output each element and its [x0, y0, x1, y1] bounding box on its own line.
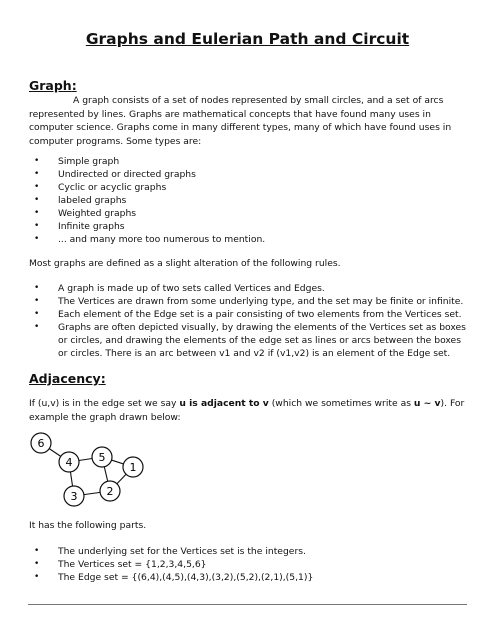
adjacency-heading-text: Adjacency	[29, 371, 101, 386]
graph-edge-2-1	[117, 474, 126, 484]
graph-heading-text: Graph	[29, 78, 72, 93]
graph-node-label-2: 2	[106, 485, 114, 498]
footer-divider	[28, 604, 467, 605]
list-item: • Each element of the Edge set is a pair consisting of two elements from the Vertices set.	[29, 308, 469, 321]
list-item: • The Edge set = {(6,4),(4,5),(4,3),(3,2),(5,2),(2,1),(5,1)}	[29, 571, 469, 584]
graph-node-label-4: 4	[65, 456, 73, 469]
list-item: • Undirected or directed graphs	[29, 168, 469, 181]
graph-types-list	[29, 155, 469, 246]
graph-edge-4-5	[79, 458, 92, 460]
list-item: • ... and many more too numerous to mention.	[29, 233, 469, 246]
list-item: • The Vertices set = {1,2,3,4,5,6}	[29, 558, 469, 571]
list-item: • Graphs are often depicted visually, by drawing the elements of the Vertices set as boxes or circles, and drawing the elements of the edge set as lines or arcs between the boxes or circles. There is an arc between v1 and v2 if (v1,v2) is an element of the Edge set.	[29, 321, 469, 360]
rules-list	[29, 282, 469, 360]
graph-edge-4-3	[70, 472, 72, 486]
graph-heading	[29, 78, 77, 93]
adjacency-text: If (u,v) is in the edge set we say	[29, 398, 180, 409]
list-item: • The underlying set for the Vertices set is the integers.	[29, 545, 469, 558]
list-item: • Infinite graphs	[29, 220, 469, 233]
graph-node-label-6: 6	[37, 437, 45, 450]
graph-heading-colon: :	[71, 78, 77, 93]
adjacency-bold-term: u is adjacent to v	[179, 398, 269, 409]
list-item: • A graph is made up of two sets called Vertices and Edges.	[29, 282, 469, 295]
adjacency-notation: u ~ v	[413, 398, 441, 409]
graph-node-label-1: 1	[129, 461, 137, 474]
adjacency-text: (which we sometimes write as	[268, 398, 414, 409]
adjacency-heading	[29, 371, 106, 386]
adjacency-text: ). For example the graph drawn below:	[29, 398, 465, 423]
example-graph-diagram	[26, 430, 156, 510]
page-title: Graphs and Eulerian Path and Circuit	[85, 30, 410, 48]
adjacency-heading-colon: :	[100, 371, 106, 386]
graph-node-label-3: 3	[70, 490, 78, 503]
list-item: • Cyclic or acyclic graphs	[29, 181, 469, 194]
list-item: • Weighted graphs	[29, 207, 469, 220]
graph-node-label-5: 5	[98, 451, 106, 464]
graph-edge-3-2	[84, 492, 100, 494]
list-item: • Simple graph	[29, 155, 469, 168]
list-item: • labeled graphs	[29, 194, 469, 207]
parts-list	[29, 545, 469, 584]
graph-edge-5-2	[104, 467, 107, 482]
graph-intro-text: A graph consists of a set of nodes represented by small circles, and a set of arcs represented by lines. Graphs are mathematical concepts that have found many uses in computer science. Graphs come in many different types, many of which have found uses in computer programs. Some types are:	[29, 95, 452, 147]
list-item: • The Vertices are drawn from some underlying type, and the set may be finite or infinite.	[29, 295, 469, 308]
graph-intro-paragraph	[29, 94, 469, 148]
graph-nodes	[31, 433, 143, 506]
graph-edge-6-4	[49, 449, 60, 457]
graph-edge-5-1	[112, 460, 124, 464]
rules-intro: Most graphs are defined as a slight alteration of the following rules.	[29, 258, 341, 269]
parts-intro: It has the following parts.	[29, 520, 147, 531]
adjacency-paragraph	[29, 397, 469, 424]
